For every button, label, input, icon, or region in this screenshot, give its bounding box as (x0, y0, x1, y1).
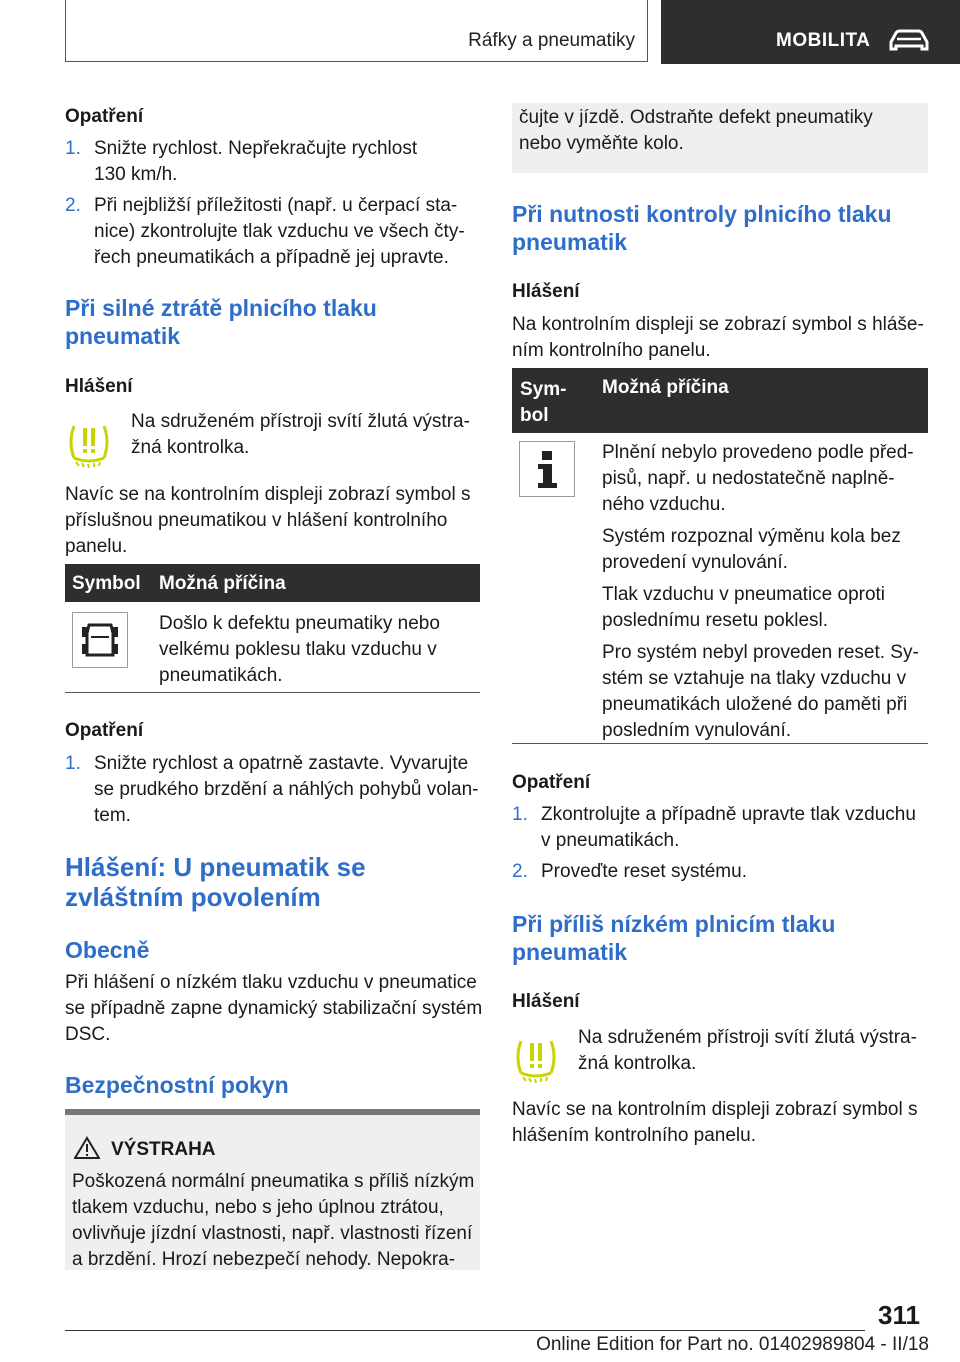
warning-triangle-icon (74, 1136, 100, 1160)
message-text: Na kontrolním displeji se zobrazí symbol s hláše- ním kontrolního panelu. (512, 314, 924, 361)
subheading: Obecně (65, 937, 150, 963)
message-label: Hlášení (512, 991, 580, 1012)
chapter-title: MOBILITA (776, 30, 871, 51)
table-rule (512, 743, 928, 744)
info-icon (519, 441, 575, 497)
list-item: 2. Proveďte reset systému. (512, 861, 747, 882)
warning-box-continued: čujte v jízdě. Odstraňte defekt pneumatiky nebo vyměňte kolo. (512, 103, 928, 173)
page-number: 311 (878, 1300, 920, 1330)
tire-symbol-icon (72, 612, 128, 668)
tire-pressure-warning-icon (66, 418, 112, 468)
list-item: 1. Snižte rychlost a opatrně zastavte. Vyvarujte se prudkého brzdění a náhlých pohybů volan- tem. (65, 753, 479, 826)
list-item: 1. Snižte rychlost. Nepřekračujte rychlost 130 km/h. (65, 138, 418, 185)
table-cell: Došlo k defektu pneumatiky nebo velkému poklesu tlaku vzduchu v pneumatikách. (159, 613, 440, 686)
footer-edition: Online Edition for Part no. 01402989804 - II/18 (536, 1334, 929, 1355)
message-label: Hlášení (65, 376, 133, 397)
table-header: Sym- bol Možná příčina (512, 368, 928, 433)
general-text: Při hlášení o nízkém tlaku vzduchu v pneumatice se případně zapne dynamický stabilizační systém DSC. (65, 972, 483, 1045)
measures-title: Opatření (65, 106, 144, 127)
main-heading: Hlášení: U pneumatik se zvláštním povolením (65, 852, 366, 912)
table-cell: Plnění nebylo provedeno podle před- pisů, např. u nedostatečně naplně- ného vzduchu. Systém rozpoznal výměnu kola bez provedení vynulování. Tlak vzduchu v pneumatice oproti poslednímu resetu poklesl. Pro systém nebyl proveden reset. Sy- stém se vztahuje na tlaky vzduchu v pneumatikách uložené do paměti při posledním vynulování. (602, 442, 919, 741)
list-item: 2. Při nejbližší příležitosti (např. u čerpací sta- nice) zkontrolujte tlak vzduchu ve všech čty- řech pneumatikách a případně jej upravte. (65, 195, 465, 268)
display-text: Navíc se na kontrolním displeji zobrazí symbol s příslušnou pneumatikou v hlášení kontrolního panelu. (65, 484, 471, 557)
header-section-tab (65, 0, 648, 62)
display-text: Navíc se na kontrolním displeji zobrazí symbol s hlášením kontrolního panelu. (512, 1099, 918, 1146)
measures-title: Opatření (65, 720, 144, 741)
lamp-text: Na sdruženém přístroji svítí žlutá výstra- žná kontrolka. (578, 1027, 917, 1074)
measures-title: Opatření (512, 772, 591, 793)
header-chapter-tab (661, 0, 960, 64)
lamp-text: Na sdruženém přístroji svítí žlutá výstra- žná kontrolka. (131, 411, 470, 458)
footer-rule (65, 1330, 865, 1331)
table-header: Symbol Možná příčina (65, 564, 480, 602)
message-label: Hlášení (512, 281, 580, 302)
section-title: Ráfky a pneumatiky (468, 30, 635, 51)
car-icon (887, 28, 931, 52)
subheading: Bezpečnostní pokyn (65, 1072, 289, 1098)
section-heading: Při nutnosti kontroly plnicího tlaku pneumatik (512, 201, 892, 255)
table-rule (65, 692, 480, 693)
section-heading: Při příliš nízkém plnicím tlaku pneumatik (512, 911, 836, 965)
warning-box (65, 1109, 480, 1270)
list-item: 1. Zkontrolujte a případně upravte tlak vzduchu v pneumatikách. (512, 804, 916, 851)
section-heading: Při silné ztrátě plnicího tlaku pneumatik (65, 295, 377, 349)
warning-text: Poškozená normální pneumatika s příliš nízkým tlakem vzduchu, nebo s jeho úplnou ztrátou, ovlivňuje jízdní vlastnosti, např. vlastnosti řízení a brzdění. Hrozí nebezpečí nehody. Nepokra- (72, 1171, 475, 1270)
warning-label: VÝSTRAHA (111, 1139, 216, 1160)
tire-pressure-warning-icon (513, 1033, 559, 1083)
